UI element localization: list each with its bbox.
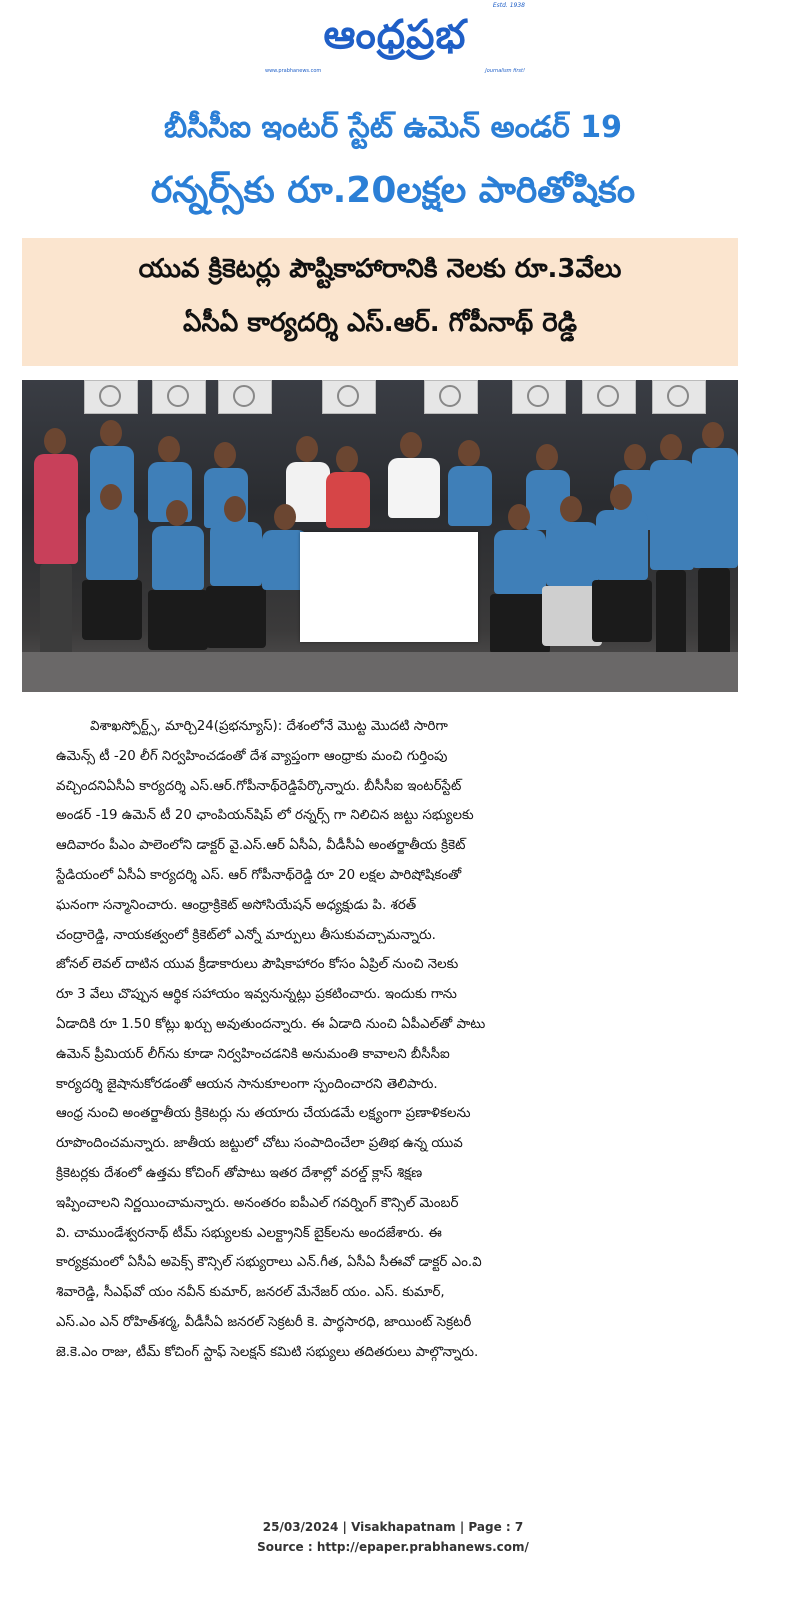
stage-floor (22, 652, 738, 692)
article-line: స్టేడియంలో ఏసీఏ కార్యదర్శి ఎస్. ఆర్ గోపీనాథ్‌రెడ్డి రూ 20 లక్షల పారిషోషికంతో (56, 867, 462, 883)
logo-text: ఆంధ్రప్రభ (323, 12, 467, 58)
article-line: వి. చాముండేశ్వరనాథ్ టీమ్ సభ్యులకు ఎలక్ట్రానిక్ బైక్‌లను అందజేశారు. ఈ (56, 1225, 442, 1241)
ac-unit-icon (512, 380, 566, 414)
article-line: ఆదివారం పీఎం పాలెంలోని డాక్టర్ వై.ఎస్.ఆర్ ఏసీఏ, వీడీసీఏ అంతర్జాతీయ క్రికెట్ (56, 838, 466, 854)
newspaper-logo (265, 2, 525, 78)
ac-unit-icon (84, 380, 138, 414)
article-line: రూపొందించమన్నారు. జాతీయ జట్టులో చోటు సంపాదించేలా ప్రతిభ ఉన్న యువ (56, 1136, 463, 1152)
article-line: ఉమెన్ ప్రీమియర్ లీగ్‌ను కూడా నిర్వహించడనికి అనుమంతి కావాలని బీసీసీఐ (56, 1046, 450, 1062)
article-line: ఆంధ్ర నుంచి అంతర్జాతీయ క్రికెటర్లు ను తయారు చేయడమే లక్ష్యంగా ప్రణాళికలను (56, 1106, 471, 1122)
article-line: రూ 3 వేలు చొప్పున ఆర్థిక సహాయం ఇవ్వనున్నట్లు ప్రకటించారు. ఇందుకు గాను (56, 987, 457, 1003)
article-line: శివారెడ్డి, సీఎఫ్‌వో యం నవీన్ కుమార్, జనరల్ మేనేజర్ యం. ఎస్. కుమార్, (56, 1285, 445, 1301)
ac-unit-icon (582, 380, 636, 414)
ac-unit-icon (424, 380, 478, 414)
subheadline-line-2: ఏసీఏ కార్యదర్శి ఎస్.ఆర్. గోపీనాథ్ రెడ్డి (183, 308, 577, 338)
article-body (56, 712, 732, 1368)
ac-unit-icon (218, 380, 272, 414)
headline-line-2: రన్నర్స్‌కు రూ.20లక్షల పారితోషికం (150, 170, 636, 211)
article-line: ఉమెన్స్ టీ -20 లీగ్ నిర్వహించడంతో దేశ వ్యాప్తంగా ఆంధ్రాకు మంచి గుర్తింపు (56, 748, 448, 764)
masthead (0, 0, 786, 90)
article-line: జోనల్ లెవల్ దాటిన యువ క్రీడాకారులు పౌషికాహారం కోసం ఏప్రిల్ నుంచి నెలకు (56, 957, 459, 973)
article-line: ఎస్.ఎం ఎన్ రోహిత్‌శర్మ, వీడీసీఏ జనరల్ సెక్రటరీ కె. పార్థసారధి, జాయింట్ సెక్రటరీ (56, 1314, 472, 1330)
article-line: జె.కె.ఎం రాజు, టీమ్ కోచింగ్ స్టాఫ్ సెలక్షన్ కమిటి సభ్యులు తదితరులు పాల్గొన్నారు. (56, 1344, 479, 1360)
logo-tagline: Journalism first! (485, 68, 525, 74)
article-line: విశాఖస్పోర్ట్స్, మార్చి24(ప్రభన్యూస్): దేశంలోనే మొట్ట మొదటి సారిగా (90, 719, 448, 734)
article-line: చంద్రారెడ్డి, నాయకత్వంలో క్రికెట్‌లో ఎన్నో మార్పులు తీసుకువచ్చామన్నారు. (56, 927, 436, 943)
article-line: అండర్ -19 ఉమెన్ టీ 20 ఛాంపియన్‌షిప్ లో రన్నర్స్ గా నిలిచిన జట్టు సభ్యులకు (56, 808, 474, 824)
subheadline-line-1: యువ క్రికెటర్లు పౌష్టికాహారానికి నెలకు రూ.3వేలు (138, 254, 622, 284)
footer-source: Source : http://epaper.prabhanews.com/ (257, 1540, 529, 1554)
article-line: క్రికెటర్లకు దేశంలో ఉత్తమ కోచింగ్ తోపాటు ఇతర దేశాల్లో వరల్డ్ క్లాస్ శిక్షణ (56, 1165, 423, 1181)
logo-url: www.prabhanews.com (265, 68, 322, 74)
article-line: కార్యక్రమంలో ఏసీఏ అపెక్స్ కౌన్సిల్ సభ్యురాలు ఎన్.గీత, ఏసీఏ సీఈవో డాక్టర్ ఎం.వి (56, 1255, 482, 1271)
article-line: ఏడాదికి రూ 1.50 కోట్లు ఖర్చు అవుతుందన్నారు. ఈ ఏడాది నుంచి ఏపీఎల్‌తో పాటు (56, 1016, 486, 1032)
article-line: ఘనంగా సన్మానించారు. ఆంధ్రాక్రికెట్ అసోసియేషన్ అధ్యక్షుడు పి. శరత్ (56, 897, 417, 913)
ac-unit-icon (322, 380, 376, 414)
ac-unit-icon (152, 380, 206, 414)
subheadline-box (22, 238, 738, 366)
estd-label: Estd. 1938 (492, 2, 525, 9)
headline-line-1: బీసీసీఐ ఇంటర్ స్టేట్ ఉమెన్ అండర్ 19 (163, 110, 623, 145)
footer-date-page: 25/03/2024 | Visakhapatnam | Page : 7 (262, 1520, 524, 1534)
ac-unit-icon (652, 380, 706, 414)
article-line: వచ్చిందనిఏసీఏ కార్యదర్శి ఎస్.ఆర్.గోపీనాథ్‌రెడ్డిపేర్కొన్నారు. బీసీసీఐ ఇంటర్‌స్టేట్ (56, 778, 462, 794)
team-photo (22, 380, 738, 692)
article-line: కార్యదర్శి జైషానుకోరడంతో ఆయన సానుకూలంగా స్పందించారని తెలిపారు. (56, 1076, 438, 1092)
article-line: ఇప్పించాలని నిర్ణయించామన్నారు. అనంతరం ఐపీఎల్ గవర్నింగ్ కౌన్సిల్ మెంబర్ (56, 1195, 459, 1211)
cheque-placard (300, 532, 478, 642)
